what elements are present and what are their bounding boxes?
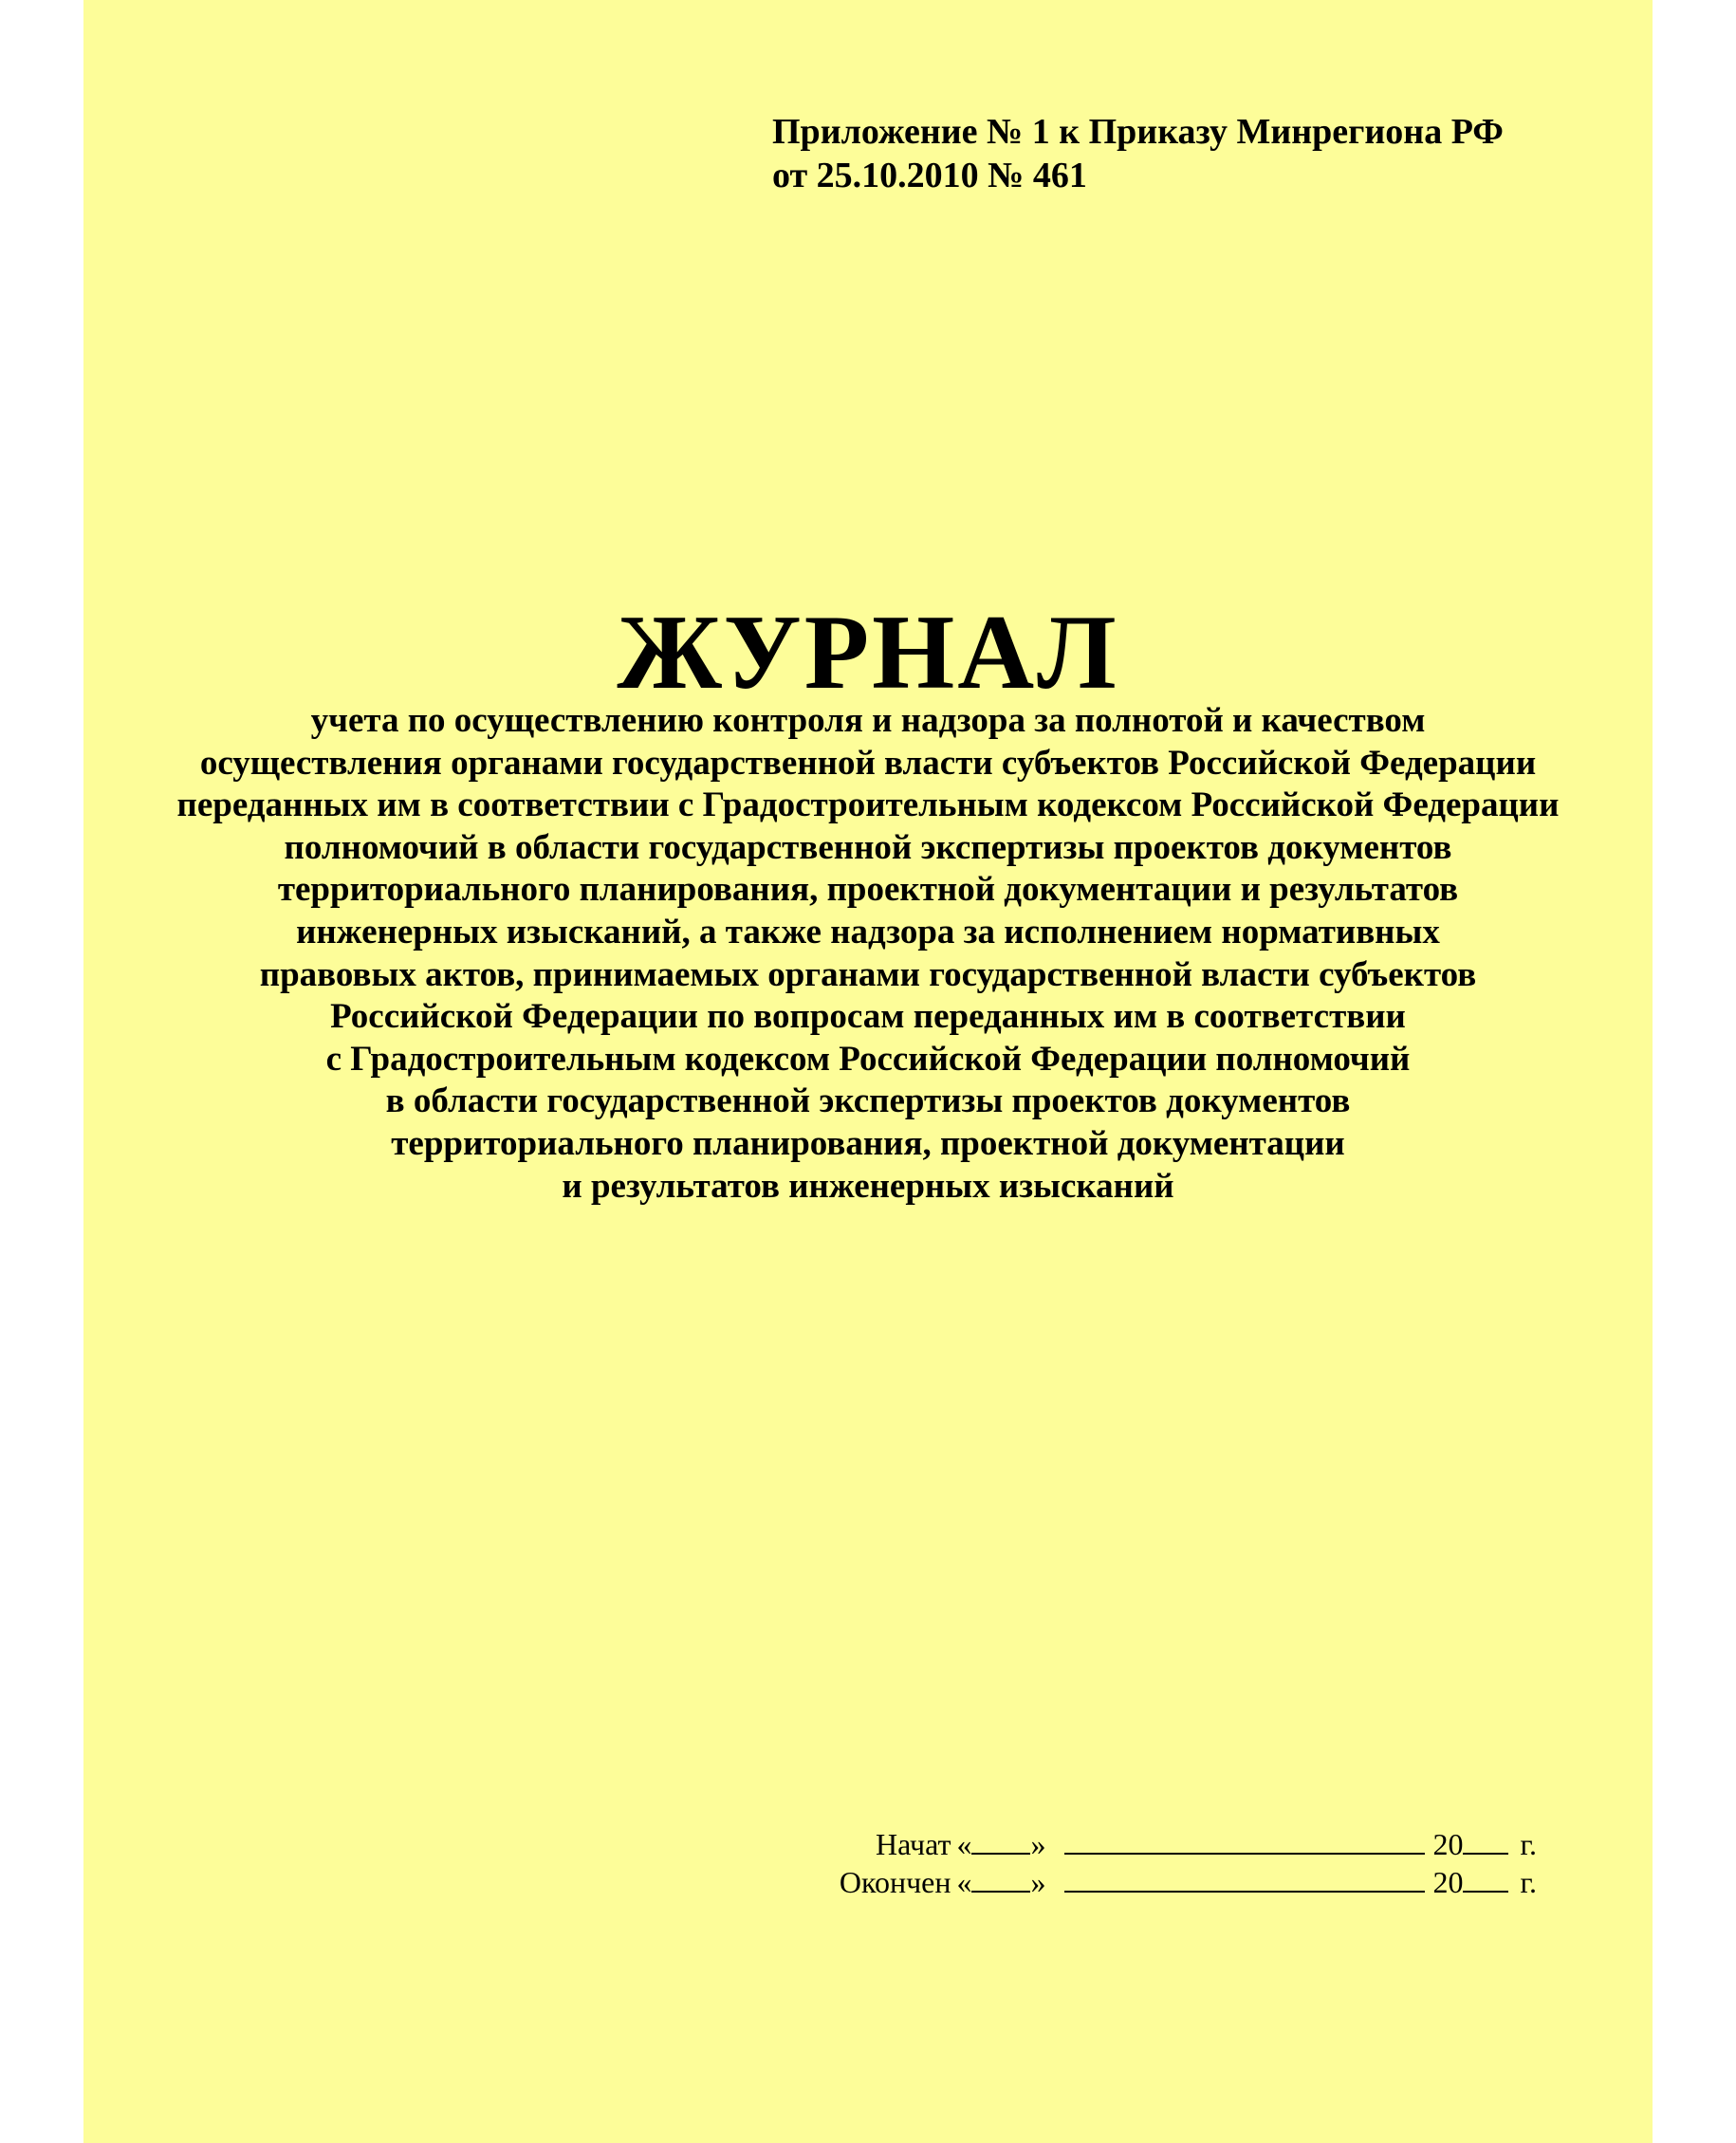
year-suffix: г. [1520, 1827, 1537, 1861]
started-label: Начат [876, 1827, 951, 1861]
started-month-blank[interactable] [1064, 1852, 1425, 1855]
year-suffix: г. [1520, 1865, 1537, 1899]
finished-label: Окончен [839, 1865, 951, 1899]
appendix-line-2: от 25.10.2010 № 461 [772, 156, 1087, 195]
subtitle-line: и результатов инженерных изысканий [562, 1166, 1174, 1206]
subtitle-line: полномочий в области государственной экспертизы проектов документов [284, 827, 1452, 867]
subtitle-line: Российской Федерации по вопросам переданных им в соответствии [330, 997, 1406, 1037]
subtitle-line: учета по осуществлению контроля и надзора за полнотой и качеством [310, 701, 1426, 740]
started-row [840, 1825, 1537, 1863]
subtitle-line: территориального планирования, проектной документации и результатов [277, 870, 1459, 910]
year-prefix: 20 [1432, 1827, 1464, 1861]
subtitle-line: осуществления органами государственной власти субъектов Российской Федерации [199, 743, 1537, 783]
started-year-blank[interactable] [1463, 1852, 1508, 1855]
appendix-line-1: Приложение № 1 к Приказу Минрегиона РФ [772, 112, 1504, 152]
year-prefix: 20 [1432, 1865, 1464, 1899]
finished-row [840, 1863, 1537, 1901]
appendix-note [772, 110, 1504, 197]
journal-subtitle [83, 700, 1653, 1208]
journal-cover [83, 0, 1653, 2143]
started-day-blank[interactable] [971, 1852, 1030, 1855]
journal-title: ЖУРНАЛ [617, 594, 1119, 711]
subtitle-line: территориального планирования, проектной документации [391, 1123, 1345, 1163]
subtitle-line: переданных им в соответствии с Градостроительным кодексом Российской Федерации [176, 785, 1560, 825]
open-quote: « [956, 1865, 972, 1899]
close-quote: » [1030, 1827, 1046, 1861]
finished-day-blank[interactable] [971, 1890, 1030, 1893]
finished-year-blank[interactable] [1463, 1890, 1508, 1893]
finished-month-blank[interactable] [1064, 1890, 1425, 1893]
close-quote: » [1030, 1865, 1046, 1899]
date-fields [840, 1825, 1537, 1901]
subtitle-line: правовых актов, принимаемых органами государственной власти субъектов [259, 954, 1477, 994]
subtitle-line: в области государственной экспертизы проектов документов [385, 1081, 1351, 1121]
subtitle-line: инженерных изысканий, а также надзора за исполнением нормативных [296, 912, 1440, 951]
open-quote: « [956, 1827, 972, 1861]
subtitle-line: с Градостроительным кодексом Российской Федерации полномочий [325, 1039, 1411, 1079]
